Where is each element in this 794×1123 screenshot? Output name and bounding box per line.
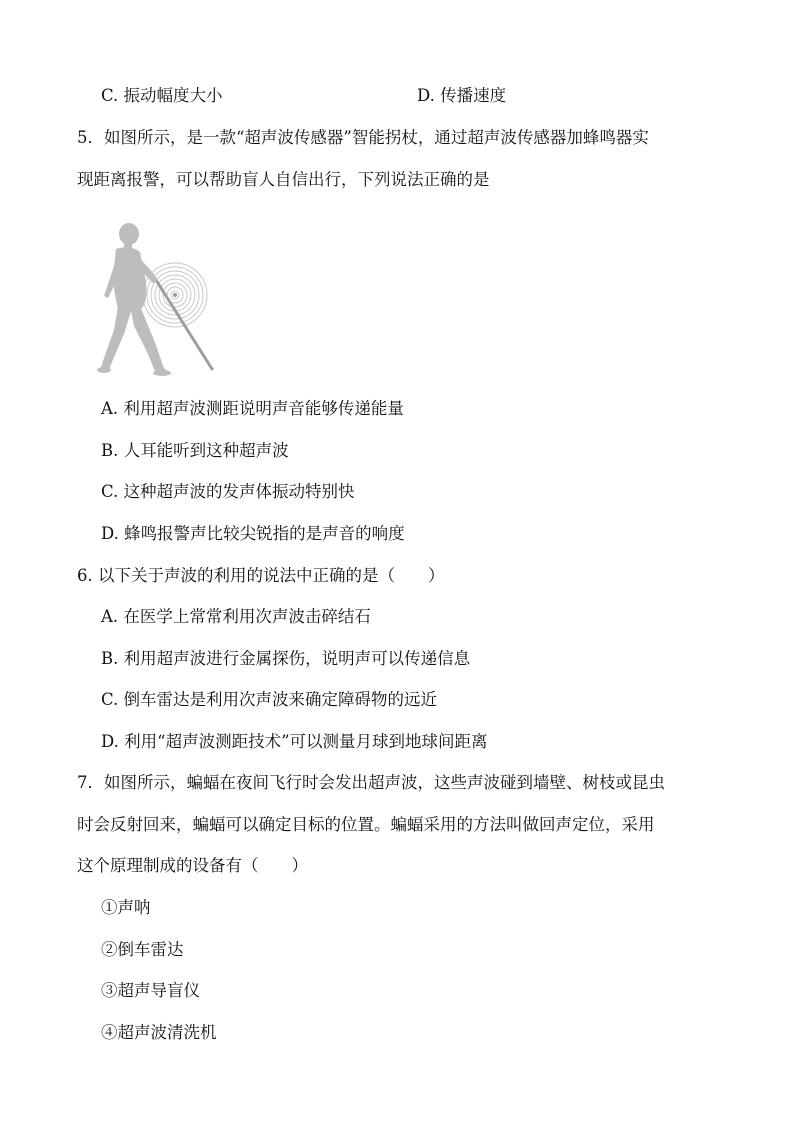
q7-item-2: ②倒车雷达	[101, 940, 184, 959]
q6-option-d: D. 利用“超声波测距技术”可以测量月球到地球间距离	[101, 732, 488, 751]
q5-option-b: B. 人耳能听到这种超声波	[101, 441, 289, 460]
q6-option-b: B. 利用超声波进行金属探伤，说明声可以传递信息	[101, 649, 471, 668]
q7-item-4: ④超声波清洗机	[101, 1023, 217, 1042]
q5-stem-line2: 现距离报警，可以帮助盲人自信出行，下列说法正确的是	[77, 170, 490, 189]
q5-option-c: C. 这种超声波的发声体振动特别快	[101, 482, 355, 501]
q6-option-c: C. 倒车雷达是利用次声波来确定障碍物的远近	[101, 690, 438, 709]
q7-item-1: ①声呐	[101, 898, 151, 917]
q4-option-c: C. 振动幅度大小	[101, 86, 223, 105]
q7-stem-line3: 这个原理制成的设备有（ ）	[77, 856, 308, 875]
q5-option-d: D. 蜂鸣报警声比较尖锐指的是声音的响度	[101, 524, 405, 543]
q5-option-a: A. 利用超声波测距说明声音能够传递能量	[101, 399, 404, 418]
blind-person-with-cane-figure	[96, 222, 226, 382]
q4-option-d: D. 传播速度	[417, 86, 507, 105]
q7-stem-line2: 时会反射回来，蝙蝠可以确定目标的位置。蝙蝠采用的方法叫做回声定位，采用	[77, 815, 655, 834]
q7-item-3: ③超声导盲仪	[101, 981, 200, 1000]
q7-stem-line1: 7．如图所示，蝙蝠在夜间飞行时会发出超声波，这些声波碰到墙壁、树枝或昆虫	[77, 773, 665, 792]
q6-stem: 6. 以下关于声波的利用的说法中正确的是（ ）	[77, 566, 445, 585]
q6-option-a: A. 在医学上常常利用次声波击碎结石	[101, 607, 371, 626]
q5-stem-line1: 5．如图所示，是一款“超声波传感器”智能拐杖，通过超声波传感器加蜂鸣器实	[77, 128, 649, 147]
